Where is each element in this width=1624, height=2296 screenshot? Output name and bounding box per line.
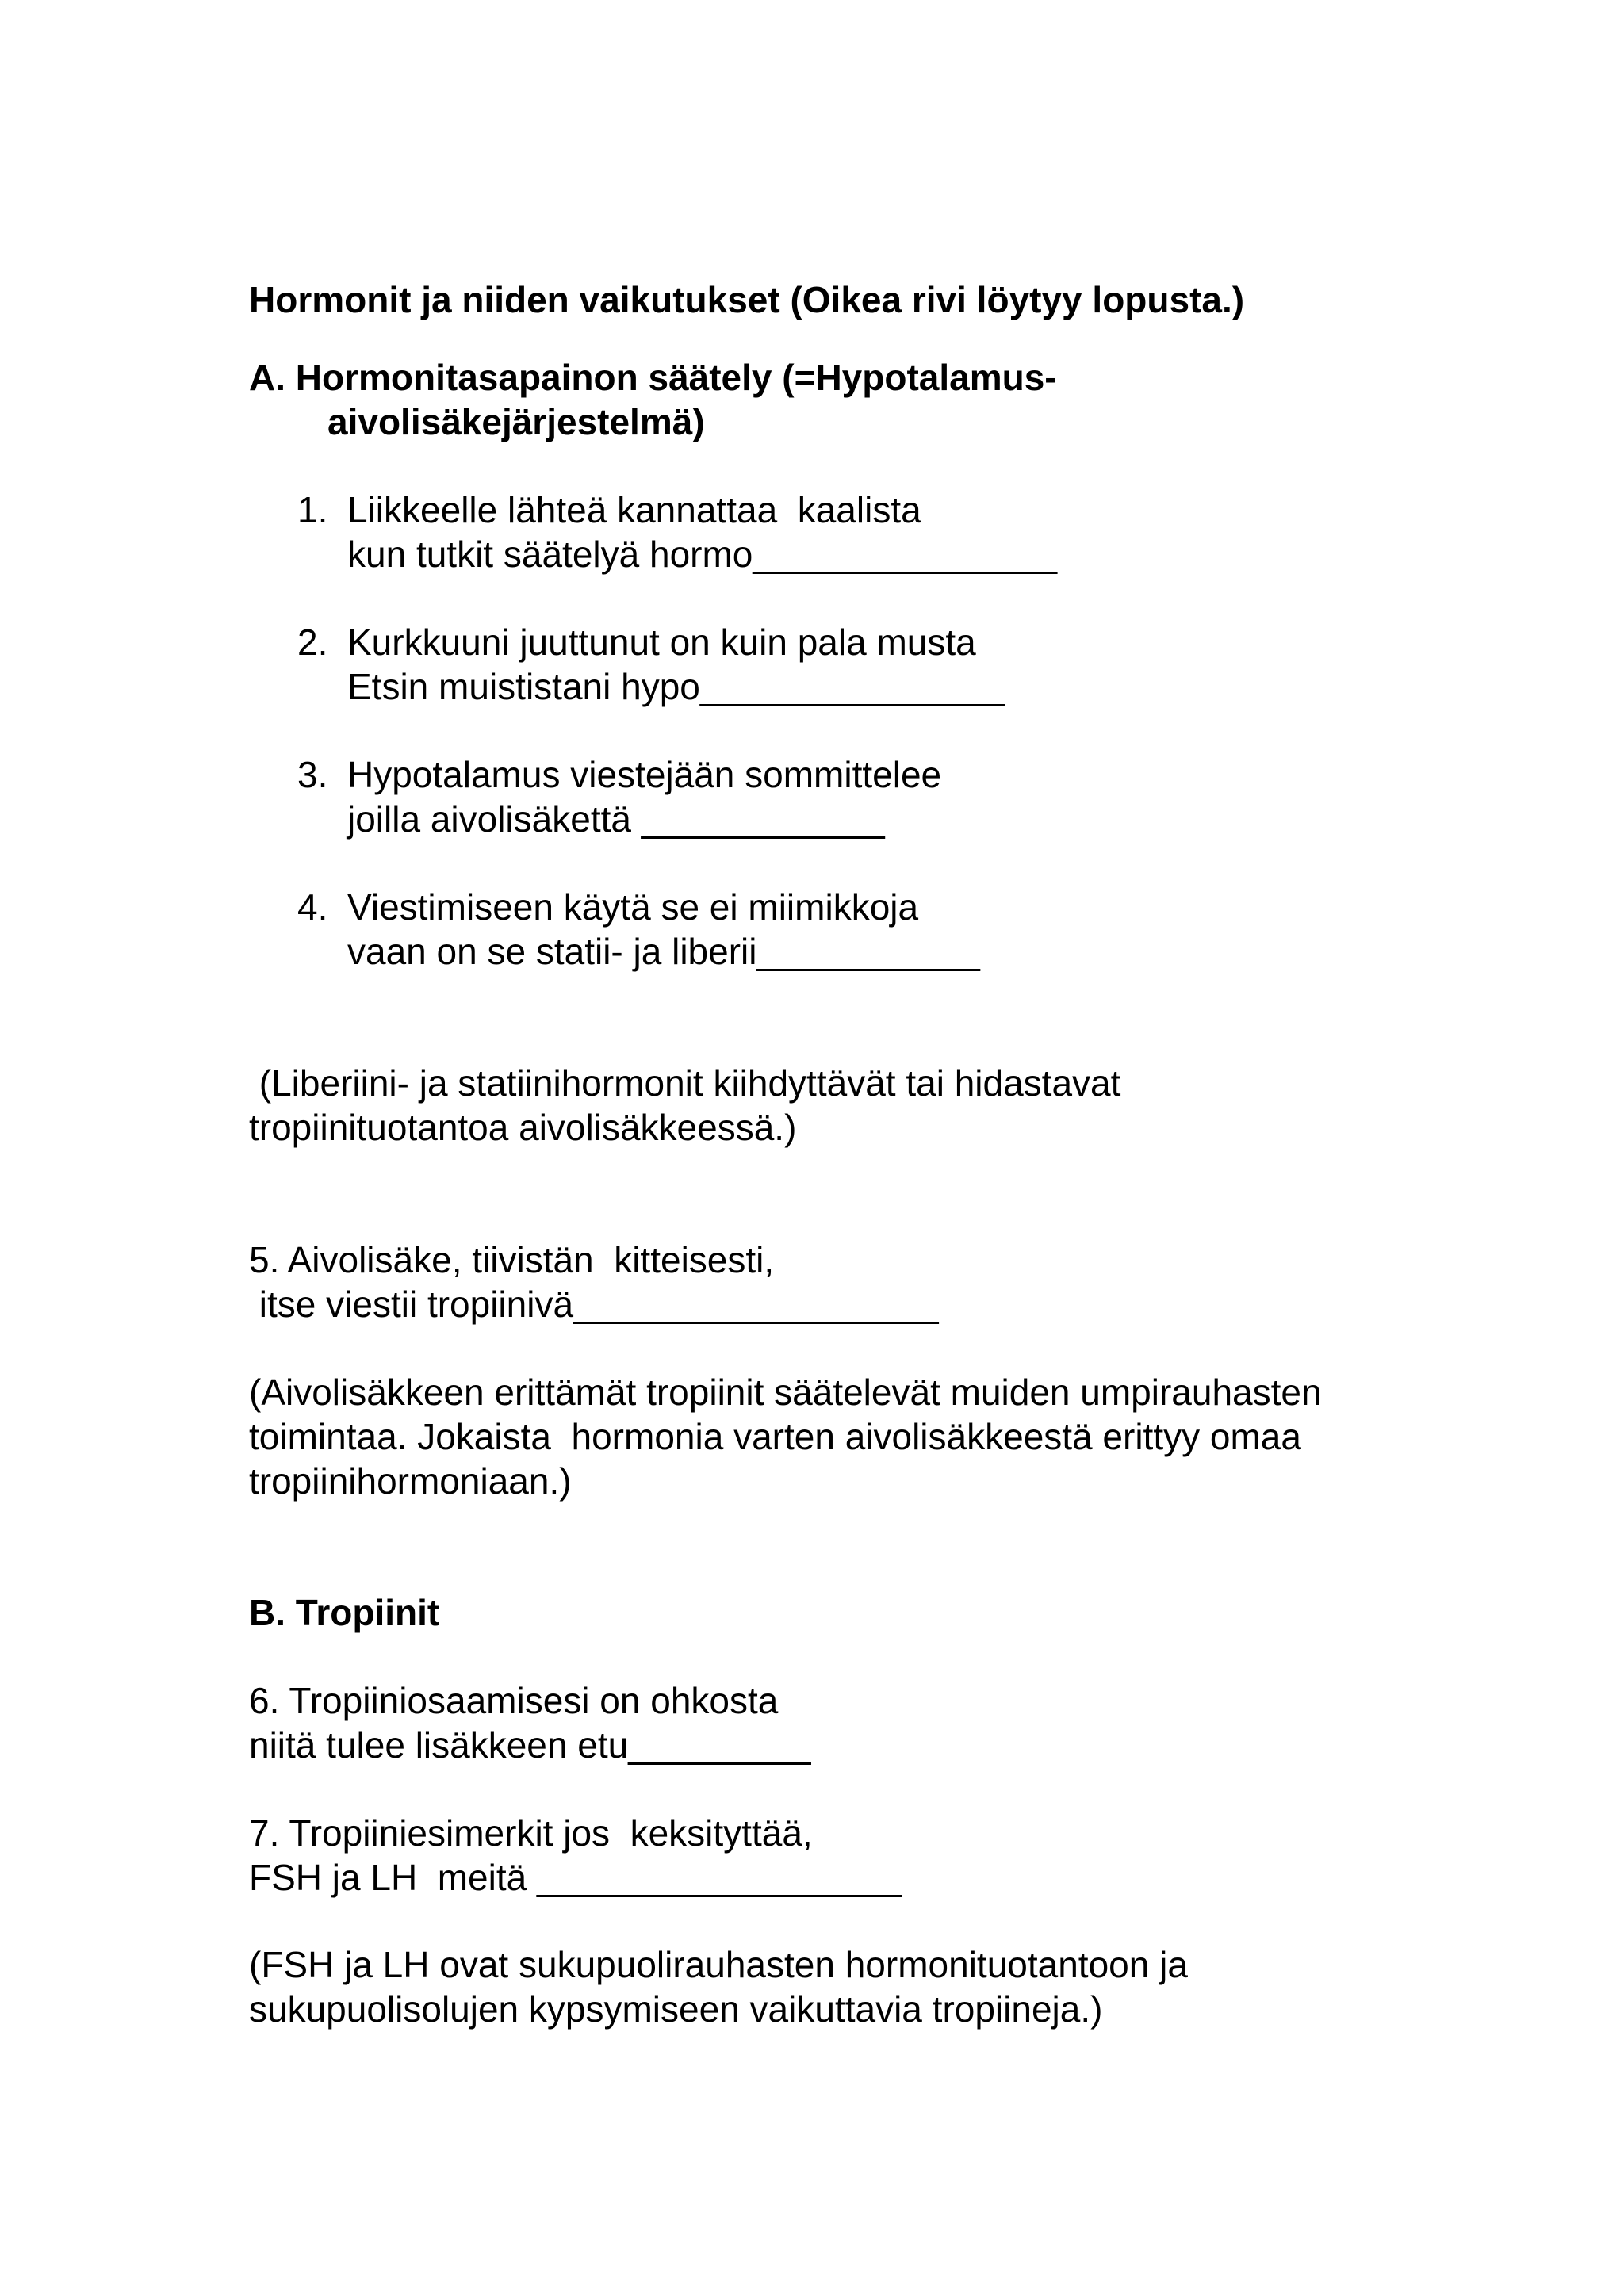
- note-fsh-lh-line1: (FSH ja LH ovat sukupuolirauhasten hormonituotantoon ja: [249, 1944, 1188, 1985]
- item-3-number: 3.: [297, 754, 328, 795]
- item-5-line2: itse viestii tropiinivä__________________: [249, 1284, 939, 1325]
- section-a-heading: A. Hormonitasapainon säätely (=Hypotalamus-: [249, 357, 1057, 398]
- item-1-line2: kun tutkit säätelyä hormo_______________: [347, 534, 1058, 575]
- item-3-line1: Hypotalamus viestejään sommittelee: [347, 754, 942, 795]
- item-4-line1: Viestimiseen käytä se ei miimikkoja: [347, 886, 919, 928]
- item-3-line2: joilla aivolisäkettä ____________: [347, 798, 885, 840]
- note-aivolisake-line1: (Aivolisäkkeen erittämät tropiinit säätelevät muiden umpirauhasten: [249, 1372, 1322, 1413]
- item-4-line2: vaan on se statii- ja liberii___________: [347, 931, 980, 972]
- document-title: Hormonit ja niiden vaikutukset (Oikea rivi löytyy lopusta.): [249, 279, 1245, 320]
- item-4-number: 4.: [297, 886, 328, 928]
- item-1-line1: Liikkeelle lähteä kannattaa kaalista: [347, 489, 921, 530]
- note-fsh-lh-line2: sukupuolisolujen kypsymiseen vaikuttavia tropiineja.): [249, 1988, 1103, 2030]
- item-2-line2: Etsin muististani hypo_______________: [347, 666, 1005, 707]
- item-6-line1: 6. Tropiiniosaamisesi on ohkosta: [249, 1680, 779, 1721]
- note-liberiini-line1: (Liberiini- ja statiinihormonit kiihdyttävät tai hidastavat: [249, 1062, 1121, 1104]
- note-aivolisake-line3: tropiinihormoniaan.): [249, 1460, 572, 1502]
- note-aivolisake-line2: toimintaa. Jokaista hormonia varten aivolisäkkeestä erittyy omaa: [249, 1416, 1301, 1457]
- section-b-heading: B. Tropiinit: [249, 1592, 440, 1633]
- item-6-line2: niitä tulee lisäkkeen etu_________: [249, 1724, 811, 1766]
- item-2-line1: Kurkkuuni juuttunut on kuin pala musta: [347, 622, 976, 663]
- item-2-number: 2.: [297, 622, 328, 663]
- item-1-number: 1.: [297, 489, 328, 530]
- item-7-line2: FSH ja LH meitä __________________: [249, 1857, 902, 1898]
- section-a-heading-cont: aivolisäkejärjestelmä): [327, 401, 705, 442]
- item-7-line1: 7. Tropiiniesimerkit jos keksityttää,: [249, 1812, 813, 1854]
- item-5-line1: 5. Aivolisäke, tiivistän kitteisesti,: [249, 1239, 775, 1280]
- note-liberiini-line2: tropiinituotantoa aivolisäkkeessä.): [249, 1107, 797, 1148]
